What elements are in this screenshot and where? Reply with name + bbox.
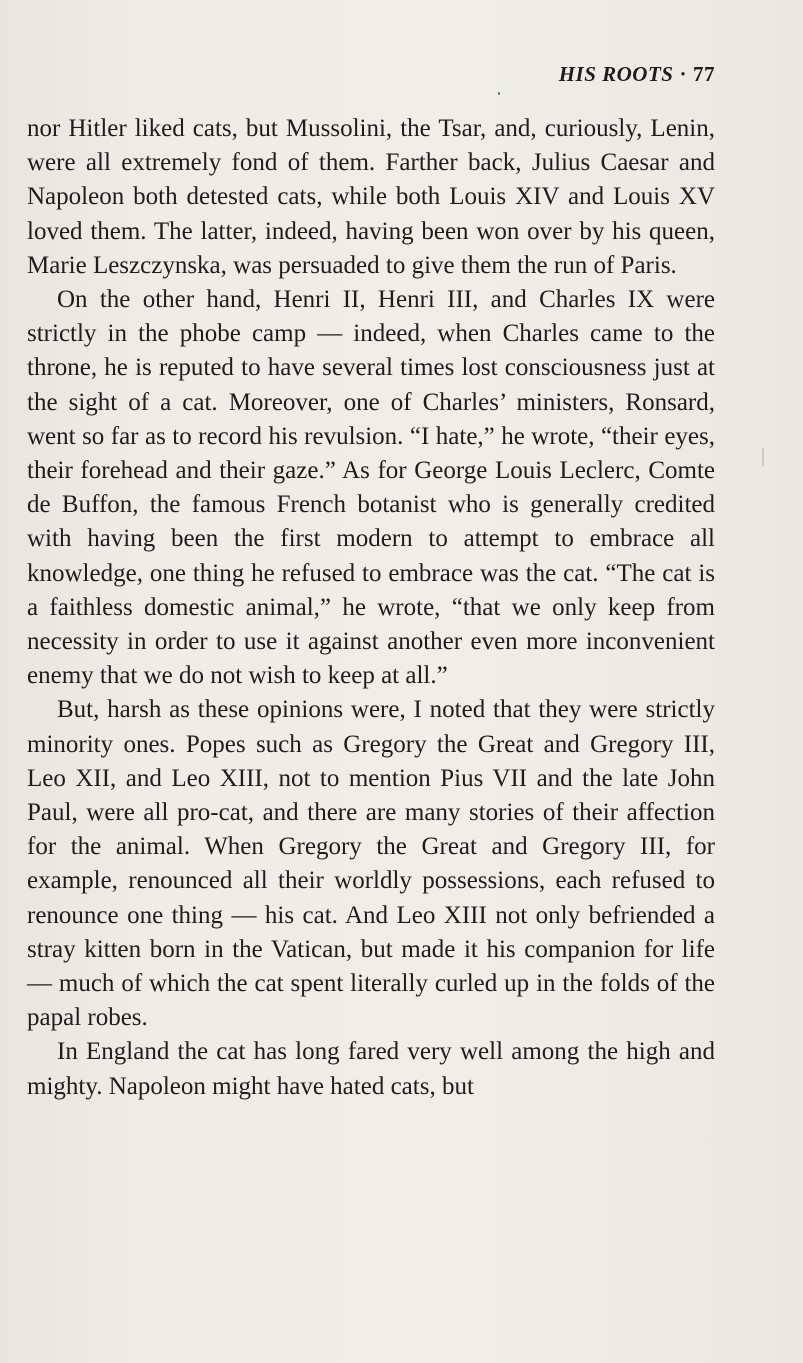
running-head (559, 62, 715, 87)
running-head-separator: · (679, 62, 687, 86)
paragraph-2: On the other hand, Henri II, Henri III, and Charles IX were strictly in the phobe camp — indeed, when Charles came to the throne, he is reputed to have several times lost consciousness just at the sight of a cat. Moreover, one of Charles’ ministers, Ronsard, went so far as to record his revulsion. “I hate,” he wrote, “their eyes, their forehead and their gaze.” As for George Louis Leclerc, Comte de Buffon, the famous French botanist who is generally credited with having been the first modern to attempt to embrace all knowledge, one thing he refused to embrace was the cat. “The cat is a faithless domestic animal,” he wrote, “that we only keep from necessity in order to use it against another even more inconvenient enemy that we do not wish to keep at all.” (27, 286, 715, 690)
body-text (27, 112, 715, 1104)
paragraph-4: In England the cat has long fared very well among the high and mighty. Napoleon might have hated cats, but (27, 1038, 715, 1100)
paragraph-3: But, harsh as these opinions were, I noted that they were strictly minority ones. Popes such as Gregory the Great and Gregory III, Leo XII, and Leo XIII, not to mention Pius VII and the late John Paul, were all pro-cat, and there are many stories of their affection for the animal. When Gregory the Great and Gregory III, for example, renounced all their worldly possessions, each refused to renounce one thing — his cat. And Leo XIII not only befriended a stray kitten born in the Vatican, but made it his companion for life — much of which the cat spent literally curled up in the folds of the papal robes. (27, 696, 715, 1032)
print-speck (762, 448, 764, 466)
running-head-title: HIS ROOTS (558, 62, 674, 86)
paragraph-1: nor Hitler liked cats, but Mussolini, the Tsar, and, curiously, Lenin, were all extremely fond of them. Farther back, Julius Caesar and Napoleon both detested cats, while both Louis XIV and Louis XV loved them. The latter, indeed, having been won over by his queen, Marie Leszczynska, was persuaded to give them the run of Paris. (27, 115, 715, 279)
print-speck (498, 92, 500, 95)
page-number: 77 (693, 62, 715, 86)
